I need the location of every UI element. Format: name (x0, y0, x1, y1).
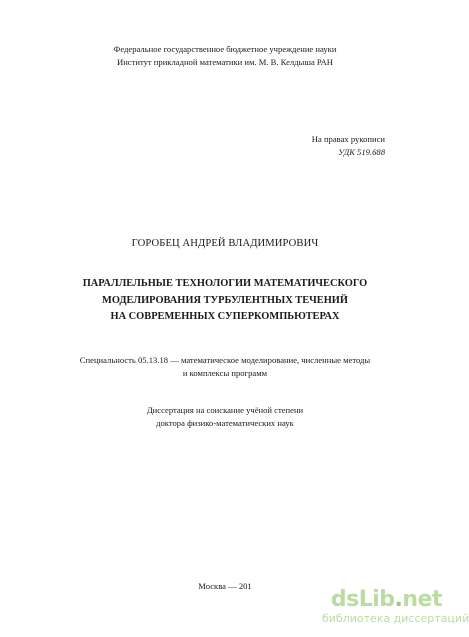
degree-block (0, 404, 450, 430)
logo-tld: net (402, 587, 442, 612)
watermark-subtitle: библиотека диссертаций (322, 612, 469, 625)
institution-line-1: Федеральное государственное бюджетное учреждение науки (113, 44, 337, 54)
rights-block (312, 133, 385, 158)
dslib-logo (322, 588, 442, 612)
title-line-2: МОДЕЛИРОВАНИЯ ТУРБУЛЕНТНЫХ ТЕЧЕНИЙ (102, 294, 348, 306)
logo-main: dsLib (330, 587, 395, 612)
title-line-1: ПАРАЛЛЕЛЬНЫЕ ТЕХНОЛОГИИ МАТЕМАТИЧЕСКОГО (82, 278, 368, 289)
specialty-line-2: и комплексы программ (182, 368, 268, 378)
degree-line-2: доктора физико-математических наук (156, 418, 294, 428)
institution-header (0, 43, 450, 68)
dissertation-title (0, 276, 450, 326)
author-name: ГОРОБЕЦ АНДРЕЙ ВЛАДИМИРОВИЧ (131, 238, 319, 249)
degree-line-1: Диссертация на соискание учёной степени (146, 405, 304, 415)
manuscript-rights: На правах рукописи (311, 134, 385, 144)
specialty-block (0, 354, 450, 380)
logo-dot: . (394, 587, 403, 612)
title-line-3: НА СОВРЕМЕННЫХ СУПЕРКОМПЬЮТЕРАХ (110, 311, 340, 322)
udk-code: УДК 519.688 (338, 146, 385, 157)
city-year: Москва — 201 (198, 581, 252, 591)
institution-line-2: Институт прикладной математики им. М. В. Келдыша РАН (116, 56, 334, 67)
dslib-watermark (322, 587, 469, 625)
specialty-line-1: Специальность 05.13.18 — математическое моделирование, численные методы (79, 355, 371, 365)
